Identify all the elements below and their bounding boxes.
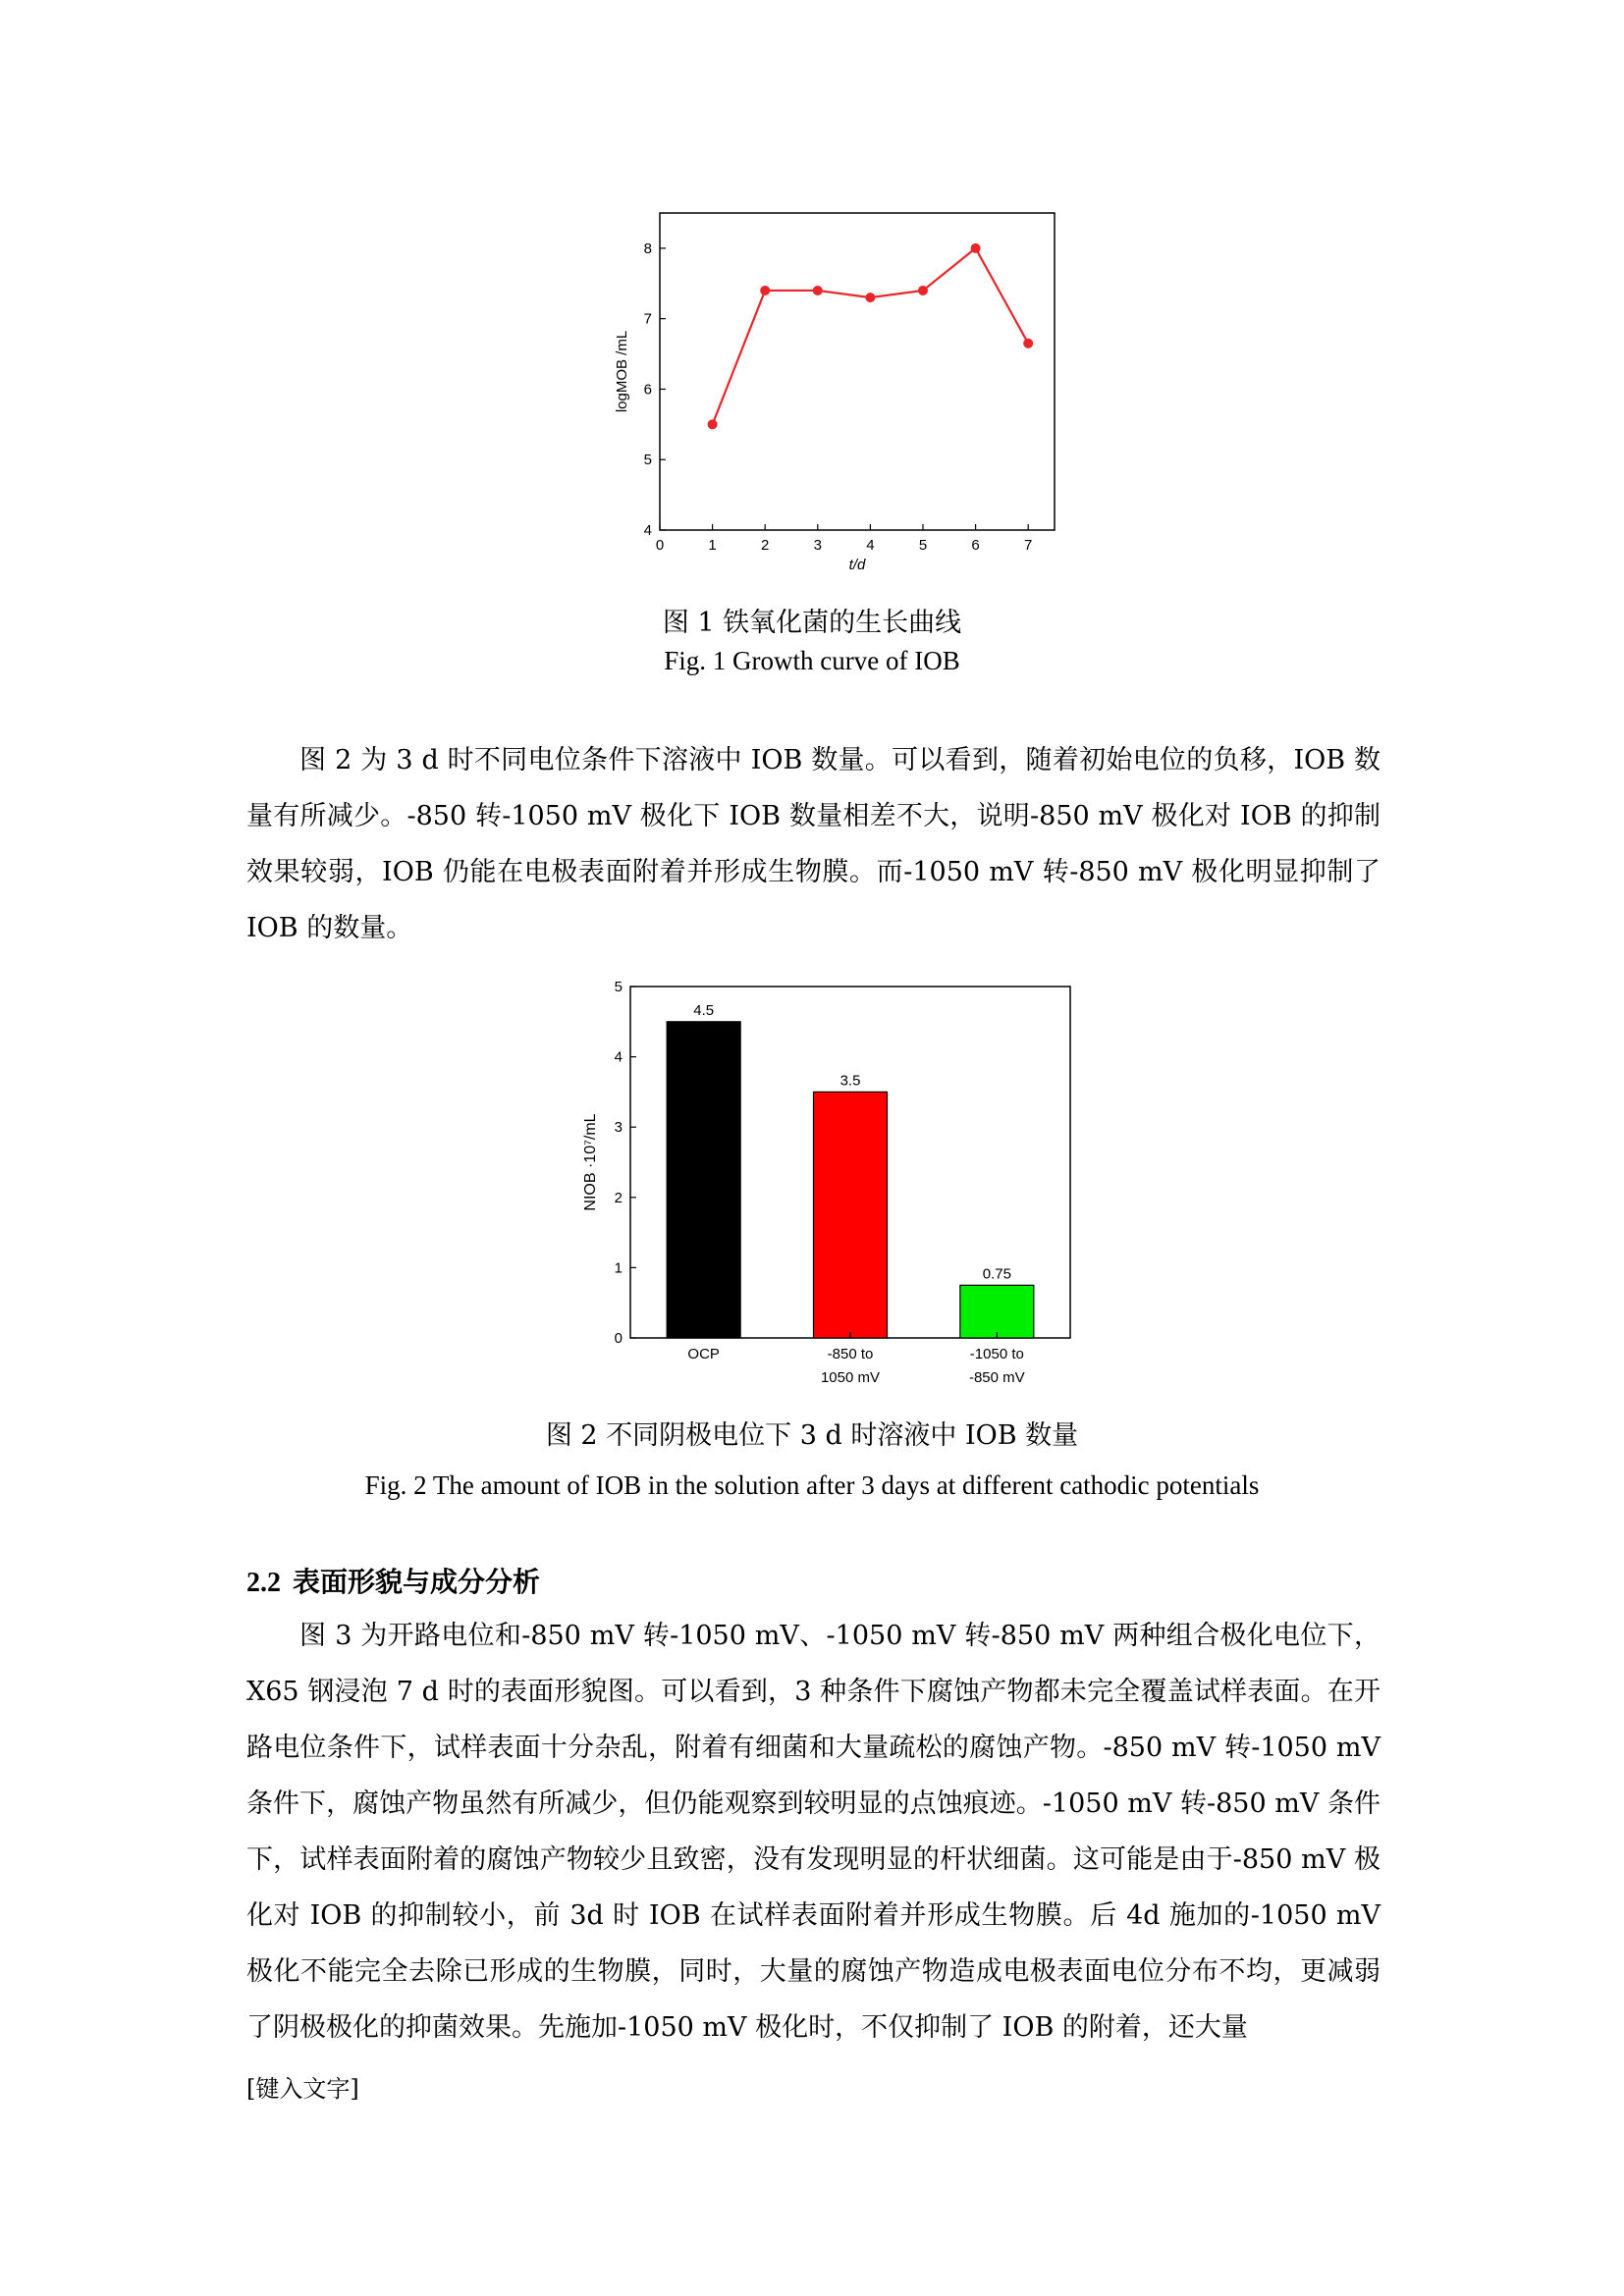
y-tick-label: 1 (614, 1259, 623, 1277)
x-tick-label: -1050 to (969, 1346, 1024, 1362)
data-point (971, 243, 981, 253)
x-axis-label: t/d (848, 557, 866, 573)
data-point (813, 286, 823, 295)
section-number: 2.2 (246, 1568, 281, 1598)
data-point (865, 293, 875, 302)
x-tick-label: 7 (1024, 537, 1033, 554)
x-tick-label: 1 (708, 537, 717, 554)
y-tick-label: 4 (643, 522, 652, 539)
bar-data-label: 0.75 (982, 1265, 1011, 1283)
section-heading (246, 1561, 540, 1600)
y-tick-label: 3 (614, 1119, 623, 1137)
figure-1-caption-cn: 图 1 铁氧化菌的生长曲线 (662, 608, 962, 638)
x-tick-label: 3 (813, 537, 822, 554)
data-point (760, 286, 770, 295)
y-tick-label: 8 (643, 240, 652, 257)
data-point (918, 286, 928, 295)
bar-data-label: 4.5 (693, 1001, 715, 1019)
y-tick-label: 7 (643, 310, 652, 328)
footer-placeholder: [键入文字] (246, 2075, 359, 2103)
y-tick-label: 2 (614, 1189, 623, 1206)
y-tick-label: 4 (614, 1048, 623, 1066)
y-tick-label: 6 (643, 381, 652, 399)
x-tick-label: 2 (761, 537, 770, 554)
plot-frame (660, 213, 1055, 530)
x-tick-label: 5 (918, 537, 928, 554)
y-tick-label: 0 (614, 1330, 623, 1347)
paragraph-1: 图 2 为 3 d 时不同电位条件下溶液中 IOB 数量。可以看到，随着初始电位的负移，IOB 数量有所减少。-850 转-1050 mV 极化下 IOB 数量相差不大，说明-850 mV 极化对 IOB 的抑制效果较弱，IOB 仍能在电极表面附着并形成生物膜。而-1050 mV 转-850 mV 极化明显抑制了 IOB 的数量。 (246, 745, 1380, 943)
growth-curve-chart (589, 196, 1080, 589)
x-tick-label: 1050 mV (820, 1369, 881, 1386)
bar (667, 1022, 740, 1338)
x-tick-label: OCP (687, 1346, 720, 1362)
figure-1 (589, 196, 1080, 589)
x-tick-label: -850 mV (968, 1369, 1025, 1386)
y-axis-label: NIOB ·10⁷/mL (582, 1113, 599, 1211)
series-line (713, 248, 1029, 424)
bar (960, 1285, 1034, 1338)
iob-amount-bar-chart (569, 967, 1100, 1394)
paragraph-2: 图 3 为开路电位和-850 mV 转-1050 mV、-1050 mV 转-850 mV 两种组合极化电位下，X65 钢浸泡 7 d 时的表面形貌图。可以看到，3 种条件下腐蚀产物都未完全覆盖试样表面。在开路电位条件下，试样表面十分杂乱，附着有细菌和大量疏松的腐蚀产物。-850 mV 转-1050 mV 条件下，腐蚀产物虽然有所减少，但仍能观察到较明显的点蚀痕迹。-1050 mV 转-850 mV 条件下，试样表面附着的腐蚀产物较少且致密，没有发现明显的杆状细菌。这可能是由于-850 mV 极化对 IOB 的抑制较小，前 3d 时 IOB 在试样表面附着并形成生物膜。后 4d 施加的-1050 mV 极化不能完全去除已形成的生物膜，同时，大量的腐蚀产物造成电极表面电位分布不均，更减弱了阴极极化的抑菌效果。先施加-1050 mV 极化时，不仅抑制了 IOB 的附着，还大量 (246, 1621, 1380, 2043)
x-tick-label: -850 to (827, 1346, 874, 1362)
y-tick-label: 5 (614, 979, 623, 995)
y-axis-label: logMOB /mL (614, 330, 630, 413)
figure-1-caption-en: Fig. 1 Growth curve of IOB (664, 646, 960, 675)
x-tick-label: 0 (655, 537, 665, 554)
bar (814, 1092, 888, 1338)
bar-data-label: 3.5 (839, 1072, 861, 1090)
figure-2-caption-en: Fig. 2 The amount of IOB in the solution after 3 days at different cathodic potentials (364, 1470, 1260, 1500)
figure-2-caption-cn: 图 2 不同阴极电位下 3 d 时溶液中 IOB 数量 (545, 1420, 1079, 1451)
section-title: 表面形貌与成分分析 (293, 1566, 541, 1598)
y-tick-label: 5 (643, 452, 652, 469)
x-tick-label: 6 (971, 537, 980, 554)
data-point (708, 419, 718, 429)
x-tick-label: 4 (866, 537, 875, 554)
data-point (1023, 339, 1033, 348)
figure-2 (569, 967, 1100, 1394)
